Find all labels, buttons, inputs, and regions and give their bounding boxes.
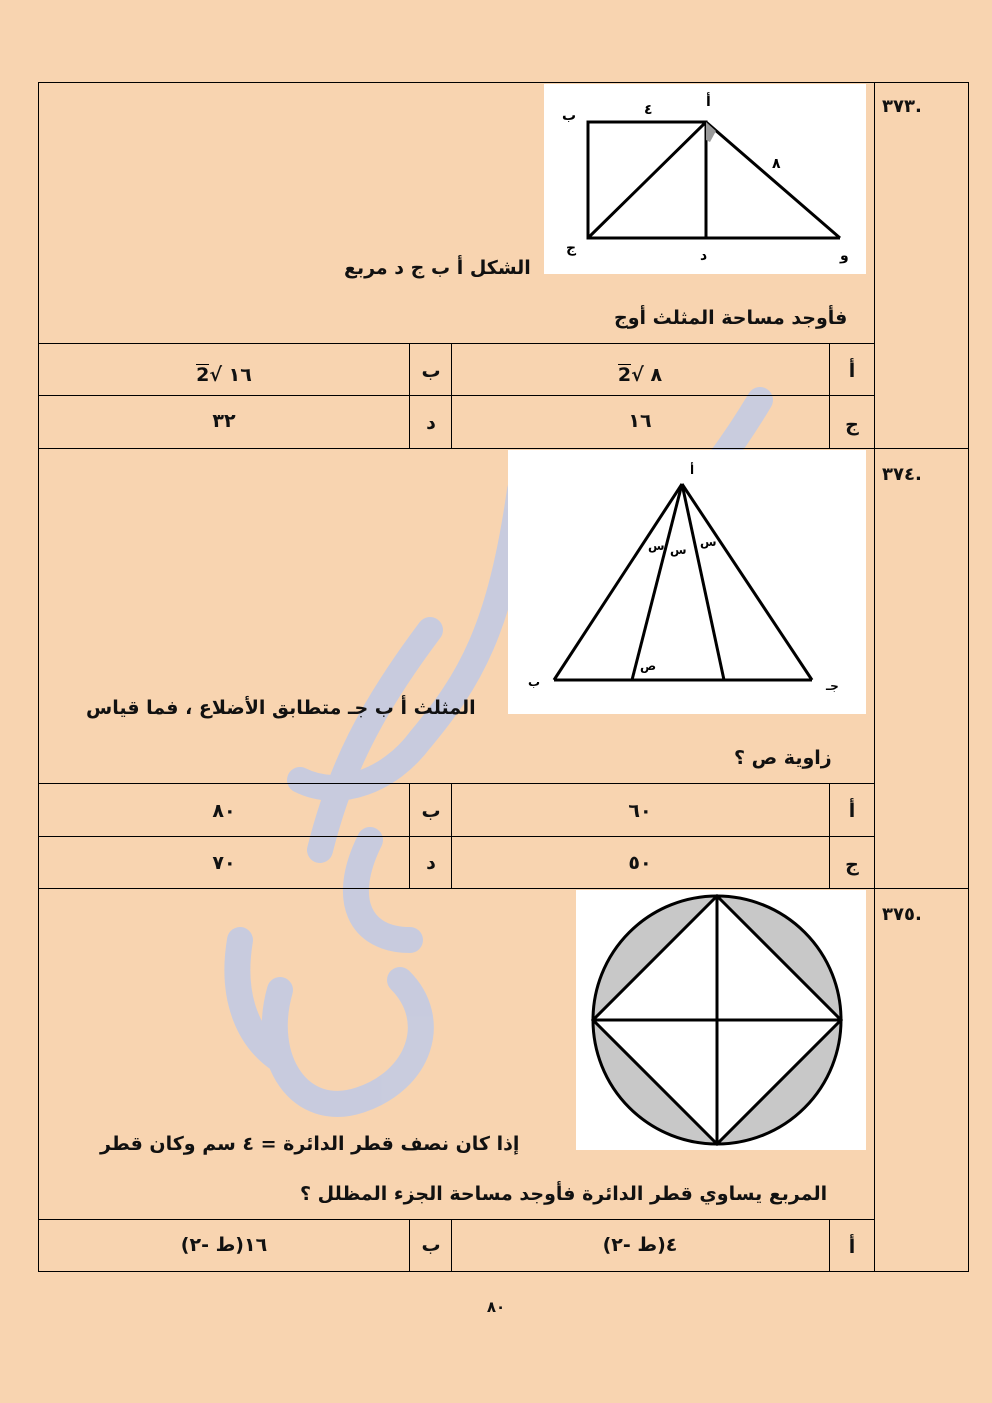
question-stem-line2: فأوجد مساحة المثلث أوج <box>614 307 848 329</box>
square-triangle-figure <box>544 84 866 274</box>
equilateral-triangle-figure <box>508 450 866 714</box>
circle-square-figure <box>576 890 866 1150</box>
question-stem-line2: زاوية ص ؟ <box>734 747 832 769</box>
page-number: ٨٠ <box>486 1298 506 1316</box>
option-value[interactable]: ١٦ <box>628 410 652 432</box>
label-jim: جـ <box>826 679 839 693</box>
question-stem-line2: المربع يساوي قطر الدائرة فأوجد مساحة الجزء المظلل ؟ <box>300 1183 828 1205</box>
option-value[interactable]: ٤(ط -٢) <box>602 1234 678 1256</box>
option-letter[interactable]: د <box>426 852 436 874</box>
label-ba: ب <box>562 108 577 124</box>
option-letter[interactable]: أ <box>848 360 856 382</box>
question-stem-line1: الشكل أ ب ج د مربع <box>344 257 531 279</box>
question-number: .٣٧٤ <box>882 464 922 485</box>
question-number: .٣٧٥ <box>882 904 922 925</box>
option-value[interactable]: ٨ √2 <box>617 364 663 386</box>
label-ba: ب <box>528 675 541 689</box>
question-number: .٣٧٣ <box>882 96 922 117</box>
label-dal: د <box>700 248 708 264</box>
option-letter[interactable]: د <box>426 412 436 434</box>
option-value[interactable]: ١٦(ط -٢) <box>180 1234 268 1256</box>
option-value[interactable]: ٥٠ <box>628 852 652 874</box>
option-value[interactable]: ٨٠ <box>212 800 236 822</box>
label-sin: س <box>700 535 717 549</box>
option-letter[interactable]: ب <box>421 360 441 382</box>
option-value[interactable]: ٧٠ <box>212 852 236 874</box>
radicand: 2 <box>617 364 632 386</box>
label-side-8: ٨ <box>772 156 781 172</box>
option-value[interactable]: ٣٢ <box>212 410 236 432</box>
option-letter[interactable]: ب <box>421 800 441 822</box>
label-jim: ج <box>566 240 577 256</box>
label-sin: س <box>670 543 687 557</box>
label-sin: س <box>648 539 665 553</box>
question-stem-line1: المثلث أ ب جـ متطابق الأضلاع ، فما قياس <box>86 697 476 719</box>
option-letter[interactable]: أ <box>848 800 856 822</box>
label-side-4: ٤ <box>644 102 653 118</box>
label-alef: أ <box>690 463 695 477</box>
label-waw: و <box>840 248 849 264</box>
option-value[interactable]: ٦٠ <box>628 800 652 822</box>
option-letter[interactable]: أ <box>848 1236 856 1258</box>
option-value[interactable]: ١٦ √2 <box>196 364 252 386</box>
option-letter[interactable]: ج <box>845 414 859 436</box>
question-stem-line1: إذا كان نصف قطر الدائرة = ٤ سم وكان قطر <box>100 1133 520 1155</box>
label-alef: أ <box>706 94 711 110</box>
option-letter[interactable]: ب <box>421 1234 441 1256</box>
radicand: 2 <box>196 364 210 386</box>
label-sad: ص <box>640 659 657 673</box>
option-letter[interactable]: ج <box>845 854 859 876</box>
